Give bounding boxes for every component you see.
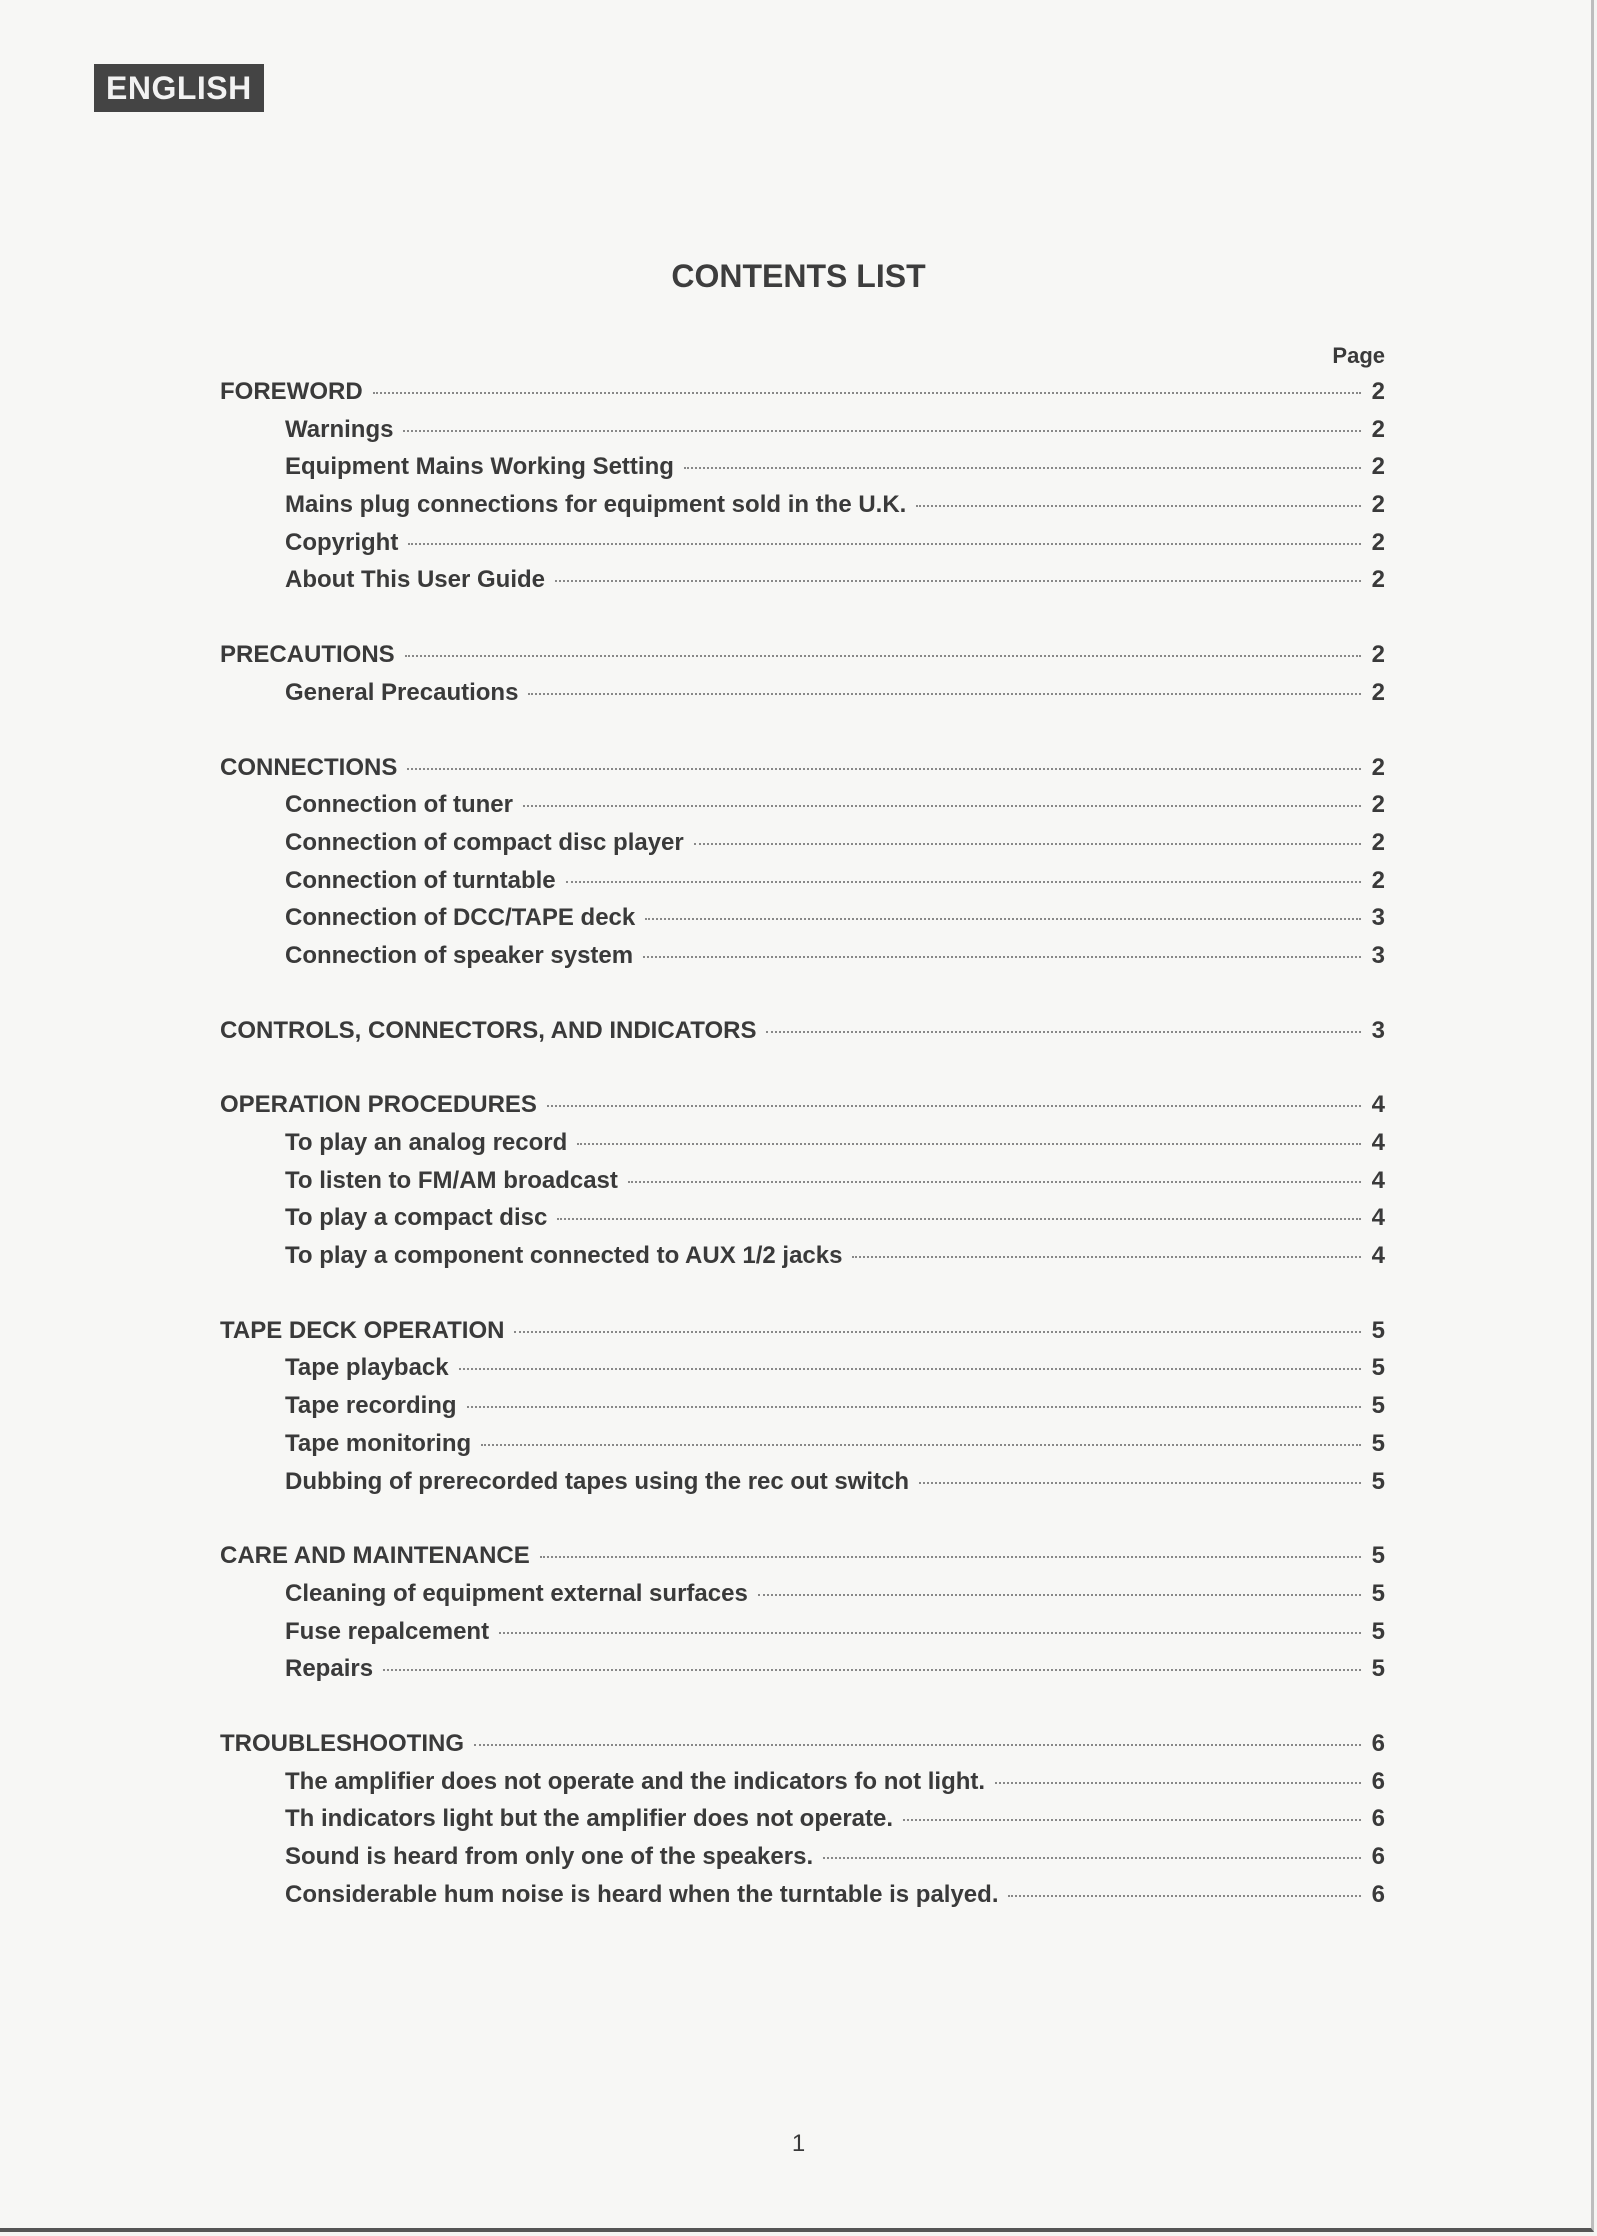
dot-leader xyxy=(474,1744,1361,1746)
toc-entry-label: Connection of speaker system xyxy=(285,941,634,969)
toc-page-number: 4 xyxy=(1371,1166,1385,1194)
toc-page-number: 5 xyxy=(1371,1617,1385,1645)
dot-leader xyxy=(823,1857,1361,1859)
toc-entry-label: Equipment Mains Working Setting xyxy=(285,453,674,481)
dot-leader xyxy=(408,543,1361,545)
toc-section-label: CONNECTIONS xyxy=(220,753,398,781)
toc-page-number: 6 xyxy=(1371,1843,1385,1870)
toc-entry-label: The amplifier does not operate and the indicators fo not light. xyxy=(285,1767,986,1795)
toc-entry-label: Th indicators light but the amplifier does not operate. xyxy=(285,1805,894,1833)
toc-entry xyxy=(220,1881,1385,1919)
dot-leader xyxy=(557,1218,1361,1220)
toc-entry xyxy=(220,566,1385,604)
dot-leader xyxy=(481,1444,1361,1446)
toc-page-number: 3 xyxy=(1371,941,1385,969)
toc-entry xyxy=(220,1430,1385,1468)
toc-page-number: 5 xyxy=(1371,1467,1385,1495)
toc-section-heading xyxy=(220,1542,1385,1580)
dot-leader xyxy=(916,505,1361,507)
dot-leader xyxy=(1008,1895,1361,1897)
toc-entry-label: Tape recording xyxy=(285,1392,457,1420)
toc-entry-label: To listen to FM/AM broadcast xyxy=(285,1166,618,1194)
toc-entry xyxy=(220,1204,1385,1242)
toc-page-number: 4 xyxy=(1371,1129,1385,1156)
toc-entry xyxy=(220,491,1385,529)
dot-leader xyxy=(407,768,1361,770)
toc-entry-label: General Precautions xyxy=(285,678,519,706)
toc-section-label: CONTROLS, CONNECTORS, AND INDICATORS xyxy=(220,1016,757,1044)
toc-page-number: 2 xyxy=(1371,828,1385,856)
toc-entry-label: Dubbing of prerecorded tapes using the rec out switch xyxy=(285,1467,910,1495)
toc-entry-label: Considerable hum noise is heard when the turntable is palyed. xyxy=(285,1880,999,1908)
toc-section xyxy=(220,1317,1385,1505)
toc-entry xyxy=(220,1580,1385,1618)
toc-entry xyxy=(220,1242,1385,1280)
toc-entry-label: Tape playback xyxy=(285,1354,449,1382)
dot-leader xyxy=(547,1105,1361,1107)
toc-entry-label: To play an analog record xyxy=(285,1129,568,1156)
toc-entry xyxy=(220,1468,1385,1506)
dot-leader xyxy=(540,1556,1361,1558)
toc-entry-label: To play a compact disc xyxy=(285,1204,548,1232)
toc-page-number: 6 xyxy=(1371,1805,1385,1833)
toc-page-number: 5 xyxy=(1371,1354,1385,1382)
dot-leader xyxy=(523,805,1361,807)
dot-leader xyxy=(694,843,1361,845)
toc-entry xyxy=(220,1354,1385,1392)
dot-leader xyxy=(403,430,1361,432)
toc-entry xyxy=(220,1618,1385,1656)
toc-page-number: 3 xyxy=(1371,904,1385,932)
toc-entry xyxy=(220,942,1385,980)
dot-leader xyxy=(467,1406,1361,1408)
dot-leader xyxy=(645,918,1361,920)
dot-leader xyxy=(643,956,1361,958)
toc-entry-label: To play a component connected to AUX 1/2 jacks xyxy=(285,1242,843,1270)
toc-section-heading xyxy=(220,378,1385,416)
toc-page-number: 4 xyxy=(1371,1204,1385,1232)
dot-leader xyxy=(758,1594,1361,1596)
table-of-contents xyxy=(220,378,1385,1955)
toc-page-number: 4 xyxy=(1371,1242,1385,1270)
toc-page-number: 5 xyxy=(1371,1429,1385,1457)
toc-section xyxy=(220,641,1385,716)
toc-entry xyxy=(220,1768,1385,1806)
toc-page-number: 6 xyxy=(1371,1767,1385,1795)
page-title: CONTENTS LIST xyxy=(671,258,926,294)
toc-section-label: OPERATION PROCEDURES xyxy=(220,1091,537,1119)
toc-section-label: PRECAUTIONS xyxy=(220,641,395,669)
toc-entry xyxy=(220,1843,1385,1881)
dot-leader xyxy=(684,467,1361,469)
toc-entry-label: Tape monitoring xyxy=(285,1429,472,1457)
dot-leader xyxy=(528,693,1361,695)
toc-entry xyxy=(220,829,1385,867)
toc-section xyxy=(220,1542,1385,1693)
dot-leader xyxy=(459,1368,1361,1370)
dot-leader xyxy=(852,1256,1361,1258)
toc-entry xyxy=(220,791,1385,829)
toc-entry xyxy=(220,416,1385,454)
toc-page-number: 2 xyxy=(1371,528,1385,556)
toc-page-number: 5 xyxy=(1371,1655,1385,1683)
toc-entry xyxy=(220,1392,1385,1430)
toc-entry-label: Connection of compact disc player xyxy=(285,828,684,856)
toc-section-heading xyxy=(220,1017,1385,1055)
toc-section xyxy=(220,378,1385,604)
toc-section xyxy=(220,1017,1385,1055)
toc-page-number: 3 xyxy=(1371,1016,1385,1044)
toc-entry xyxy=(220,453,1385,491)
toc-page-number: 2 xyxy=(1371,415,1385,443)
dot-leader xyxy=(919,1482,1361,1484)
dot-leader xyxy=(555,580,1361,582)
toc-entry xyxy=(220,1805,1385,1843)
toc-entry-label: Copyright xyxy=(285,528,399,556)
toc-entry xyxy=(220,1129,1385,1167)
dot-leader xyxy=(405,655,1361,657)
dot-leader xyxy=(903,1819,1361,1821)
toc-entry-label: Cleaning of equipment external surfaces xyxy=(285,1579,748,1607)
toc-section-heading xyxy=(220,1317,1385,1355)
toc-entry-label: Mains plug connections for equipment sold in the U.K. xyxy=(285,491,907,519)
toc-section-heading xyxy=(220,641,1385,679)
toc-page-number: 4 xyxy=(1371,1091,1385,1119)
toc-section-heading xyxy=(220,1730,1385,1768)
dot-leader xyxy=(373,392,1361,394)
toc-page-number: 2 xyxy=(1371,678,1385,706)
toc-page-number: 2 xyxy=(1371,378,1385,405)
toc-entry-label: Fuse repalcement xyxy=(285,1617,490,1645)
dot-leader xyxy=(499,1632,1361,1634)
toc-page-number: 2 xyxy=(1371,866,1385,894)
toc-section xyxy=(220,754,1385,980)
toc-entry xyxy=(220,904,1385,942)
page-column-label: Page xyxy=(1332,343,1385,368)
toc-page-number: 5 xyxy=(1371,1542,1385,1570)
dot-leader xyxy=(566,881,1361,883)
page-number: 1 xyxy=(791,2130,806,2157)
toc-page-number: 6 xyxy=(1371,1880,1385,1908)
dot-leader xyxy=(995,1782,1361,1784)
toc-entry xyxy=(220,1655,1385,1693)
toc-section-heading xyxy=(220,1091,1385,1129)
dot-leader xyxy=(514,1331,1361,1333)
toc-entry-label: Sound is heard from only one of the speakers. xyxy=(285,1843,814,1870)
toc-entry-label: Warnings xyxy=(285,415,394,443)
toc-entry-label: Connection of DCC/TAPE deck xyxy=(285,904,636,932)
toc-section-label: CARE AND MAINTENANCE xyxy=(220,1542,530,1570)
toc-entry-label: Repairs xyxy=(285,1655,374,1683)
toc-page-number: 2 xyxy=(1371,453,1385,481)
dot-leader xyxy=(383,1669,1361,1671)
toc-entry xyxy=(220,867,1385,905)
toc-section-label: TROUBLESHOOTING xyxy=(220,1729,464,1757)
dot-leader xyxy=(577,1143,1361,1145)
toc-section xyxy=(220,1730,1385,1918)
toc-page-number: 2 xyxy=(1371,753,1385,781)
toc-section-label: TAPE DECK OPERATION xyxy=(220,1316,505,1344)
toc-page-number: 2 xyxy=(1371,641,1385,669)
toc-entry xyxy=(220,529,1385,567)
toc-section-heading xyxy=(220,754,1385,792)
toc-entry-label: Connection of tuner xyxy=(285,791,513,819)
toc-section xyxy=(220,1091,1385,1279)
toc-page-number: 6 xyxy=(1371,1729,1385,1757)
toc-page-number: 5 xyxy=(1371,1316,1385,1344)
toc-page-number: 2 xyxy=(1371,791,1385,819)
toc-entry-label: About This User Guide xyxy=(285,566,546,594)
language-tag: ENGLISH xyxy=(94,64,264,112)
dot-leader xyxy=(628,1181,1361,1183)
toc-section-label: FOREWORD xyxy=(220,378,363,405)
toc-entry xyxy=(220,1167,1385,1205)
toc-page-number: 5 xyxy=(1371,1392,1385,1420)
toc-page-number: 2 xyxy=(1371,491,1385,519)
toc-entry-label: Connection of turntable xyxy=(285,866,556,894)
toc-page-number: 2 xyxy=(1371,566,1385,594)
toc-entry xyxy=(220,679,1385,717)
dot-leader xyxy=(766,1031,1361,1033)
toc-page-number: 5 xyxy=(1371,1579,1385,1607)
